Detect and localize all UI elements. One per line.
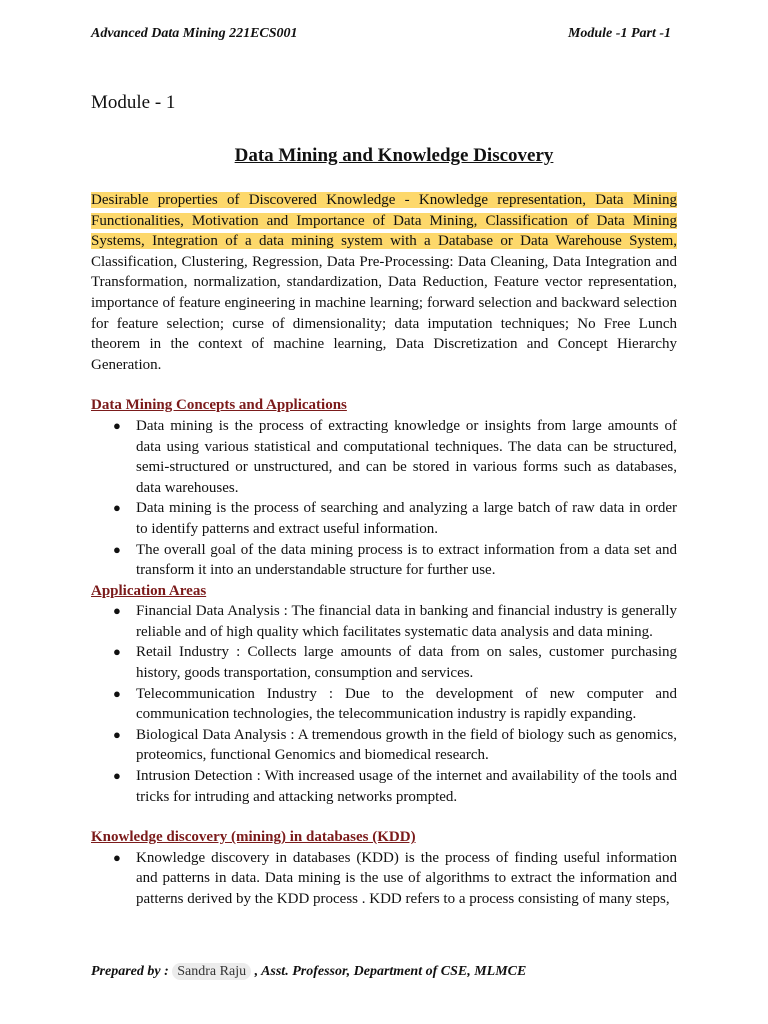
syllabus-paragraph — [91, 190, 677, 375]
page-header — [91, 26, 671, 46]
concepts-list — [91, 416, 677, 581]
list-item: ● Knowledge discovery in databases (KDD) is the process of finding useful information and patterns in data. Data mining is the use of algorithms to extract the information and patterns derived by the KDD process . KDD refers to a process consisting of many steps, — [113, 849, 677, 907]
bullet-icon: ● — [113, 500, 121, 516]
section-heading-concepts: Data Mining Concepts and Applications — [91, 397, 347, 414]
module-label: Module - 1 — [91, 92, 176, 113]
bullet-icon: ● — [113, 541, 121, 557]
footer-suffix: , Asst. Professor, Department of CSE, MLMCE — [251, 964, 527, 979]
bullet-icon: ● — [113, 685, 121, 701]
syllabus-text: Classification, Clustering, Regression, Data Pre-Processing: Data Cleaning, Data Integration and Transformation, normalization, standardization, Data Reduction, Feature vector representation, importance of feature engineering in machine learning; forward selection and backward selection for feature selection; curse of dimensionality; data imputation techniques; No Free Lunch theorem in the context of machine learning, Data Discretization and Concept Hierarchy Generation. — [91, 253, 677, 373]
list-item: ● Intrusion Detection : With increased usage of the internet and availability of the tools and tricks for intruding and attacking networks prompted. — [113, 768, 677, 805]
bullet-icon: ● — [113, 726, 121, 742]
section-heading-applications: Application Areas — [91, 582, 207, 599]
page-title: Data Mining and Knowledge Discovery — [234, 145, 554, 166]
section-heading-kdd: Knowledge discovery (mining) in databases (KDD) — [91, 829, 416, 846]
course-title: Advanced Data Mining 221ECS001 — [91, 26, 298, 41]
document-body — [91, 190, 677, 910]
list-item: ● Financial Data Analysis : The financial data in banking and financial industry is generally reliable and of high quality which facilitates systematic data analysis and data mining. — [113, 603, 677, 640]
kdd-list — [91, 848, 677, 910]
bullet-icon: ● — [113, 644, 121, 660]
bullet-icon: ● — [113, 417, 121, 433]
footer-prefix: Prepared by : — [91, 964, 173, 979]
list-item: ● The overall goal of the data mining process is to extract information from a data set and transform it into an understandable structure for further use. — [113, 541, 677, 579]
list-item: ● Telecommunication Industry : Due to the development of new computer and communication technologies, the telecommunication industry is rapidly expanding. — [113, 685, 677, 723]
highlighted-text[interactable]: Desirable properties of Discovered Knowledge - Knowledge representation, Data Mining Functionalities, Motivation and Importance of Data Mining, Classification of Data Mining Systems, Integration of a data mining system with a Database or Data Warehouse System, — [91, 192, 677, 250]
bullet-icon: ● — [113, 768, 121, 784]
page-footer — [91, 964, 526, 980]
applications-list — [91, 601, 677, 807]
module-part: Module -1 Part -1 — [567, 26, 671, 41]
author-name-chip[interactable]: Sandra Raju — [172, 963, 251, 980]
list-item: ● Retail Industry : Collects large amounts of data from on sales, customer purchasing history, goods transportation, consumption and services. — [113, 644, 677, 682]
bullet-icon: ● — [113, 849, 121, 865]
list-item: ● Data mining is the process of extracting knowledge or insights from large amounts of data using various statistical and computational techniques. The data can be structured, semi-structured or unstructured, and can be stored in various forms such as databases, data warehouses. — [113, 417, 677, 496]
list-item: ● Data mining is the process of searching and analyzing a large batch of raw data in order to identify patterns and extract useful information. — [113, 500, 677, 537]
bullet-icon: ● — [113, 603, 121, 619]
list-item: ● Biological Data Analysis : A tremendous growth in the field of biology such as genomics, proteomics, functional Genomics and biomedical research. — [113, 726, 677, 764]
